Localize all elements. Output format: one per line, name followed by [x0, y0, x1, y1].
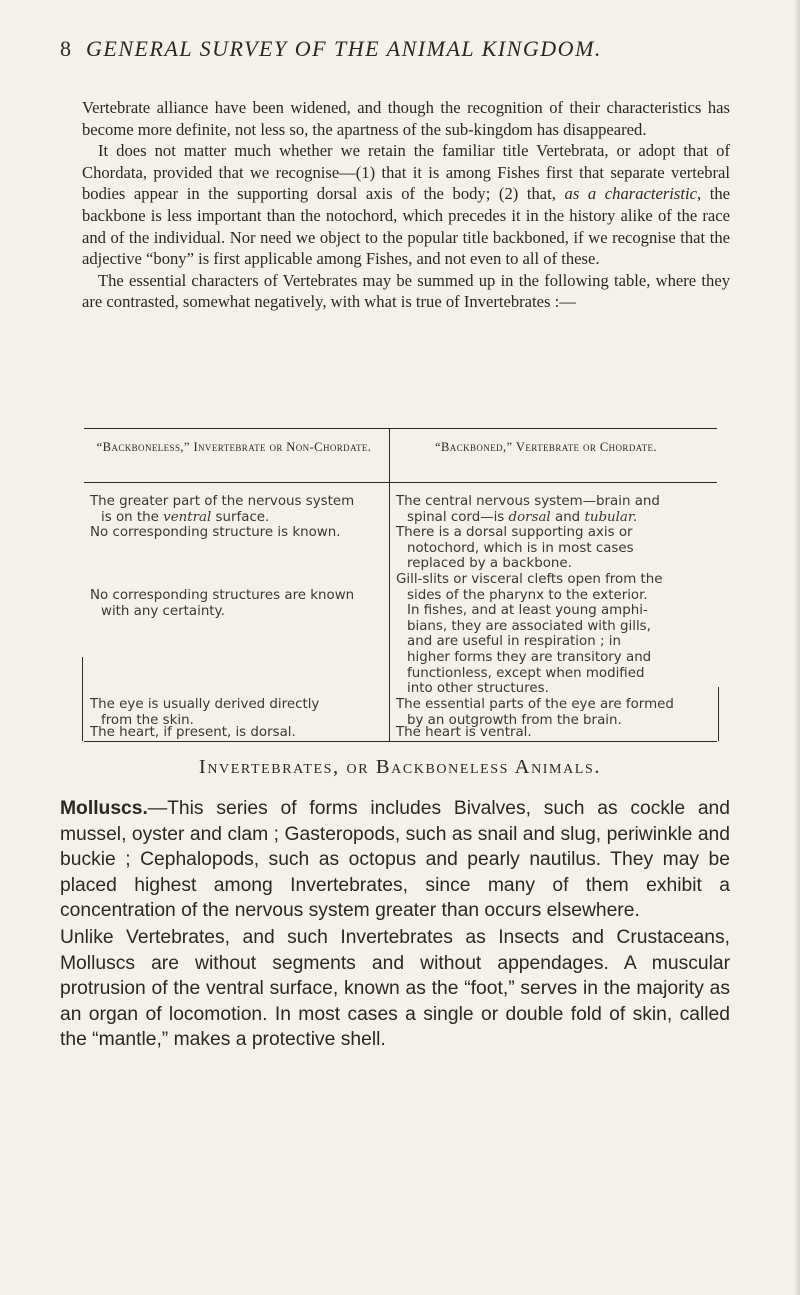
table-header-rule: [84, 482, 717, 483]
section-heading: Invertebrates, or Backboneless Animals.: [198, 756, 602, 778]
table-left-edge: [82, 657, 83, 741]
comparison-table: [84, 428, 717, 742]
invertebrate-heart: The heart, if present, is dorsal.: [90, 725, 296, 740]
page-number: 8: [60, 36, 73, 61]
table-column-divider: [389, 429, 390, 741]
vertebrate-notochord: There is a dorsal supporting axis or notochord, which is in most cases replaced by a backbone.: [396, 525, 634, 572]
invertebrate-eye: The eye is usually derived directly from the skin.: [90, 697, 320, 728]
intro-paragraph-3: The essential characters of Vertebrates may be summed up in the following table, where they are contrasted, somewhat negatively, with what is true of Invertebrates :—: [82, 270, 730, 312]
vertebrate-heart: The heart is ventral.: [396, 725, 532, 740]
vertebrate-nervous-system: The central nervous system—brain and spinal cord—is dorsal and tubular.: [396, 494, 660, 525]
running-title: GENERAL SURVEY OF THE ANIMAL KINGDOM.: [86, 36, 602, 61]
invertebrate-gill-slits: No corresponding structures are known with any certainty.: [90, 588, 355, 619]
vertebrate-gill-slits: Gill-slits or visceral clefts open from the sides of the pharynx to the exterior. In fishes, and at least young amphi- bians, they are associated with gills, and are useful in respiration ; in higher forms they are transitory and functionless, except when modified into other structures.: [396, 572, 663, 697]
intro-paragraph-1: Vertebrate alliance have been widened, and though the recognition of their characteristics has become more definite, not less so, the apartness of the sub-kingdom has disappeared.: [82, 98, 730, 139]
molluscs-paragraph-2: Unlike Vertebrates, and such Invertebrates as Insects and Crustaceans, Molluscs are without segments and without appendages. A muscular protrusion of the ventral surface, known as the “foot,” serves in the majority as an organ of locomotion. In most cases a single or double fold of skin, called the “mantle,” makes a protective shell.: [60, 926, 730, 1051]
invertebrate-axis: No corresponding structure is known.: [90, 525, 341, 540]
italic-phrase: as a characteristic: [564, 184, 697, 204]
molluscs-paragraph-1: Molluscs.—This series of forms includes Bivalves, such as cockle and mussel, oyster and clam ; Gasteropods, such as snail and slug, periwinkle and buckie ; Cephalopods, such as octopus and pearly nautilus. They may be placed highest among Invertebrates, since many of them exhibit a concentration of the nervous system greater than occurs elsewhere.: [60, 798, 730, 922]
molluscs-section: [60, 796, 730, 1053]
page-edge-shadow: [794, 0, 800, 1295]
intro-paragraph-2: It does not matter much whether we retain the familiar title Vertebrata, or adopt that of Chordata, provided that we recognise—(1) that it is among Fishes first that separate vertebral bodies appear in the supporting dorsal axis of the body; (2) that, as a characteristic, the backbone is less important than the notochord, which precedes it in the history alike of the race and of the individual. Nor need we object to the popular title backboned, if we recognise that the adjective “bony” is first applicable among Fishes, and not even to all of these.: [82, 141, 730, 269]
column-heading-invertebrate: “Backboneless,” Invertebrate or Non-Chordate.: [96, 440, 372, 454]
column-heading-vertebrate: “Backboned,” Vertebrate or Chordate.: [435, 440, 657, 454]
invertebrate-nervous-system: The greater part of the nervous system is on the ventral surface.: [90, 494, 355, 525]
vertebrate-eye: The essential parts of the eye are formed by an outgrowth from the brain.: [396, 697, 674, 728]
molluscs-lead: Molluscs.: [60, 798, 148, 819]
intro-text: [82, 97, 730, 313]
table-right-edge: [718, 687, 719, 741]
